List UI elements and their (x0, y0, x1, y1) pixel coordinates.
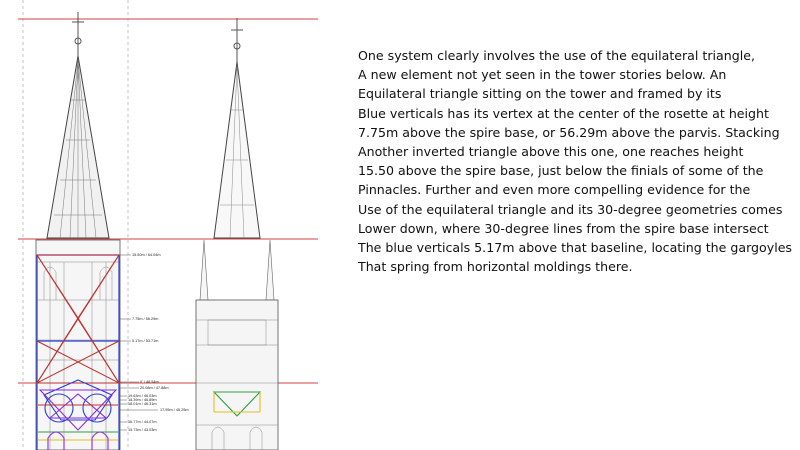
right-tower-body (196, 300, 278, 450)
left-spire (36, 12, 189, 450)
paragraph-line: Pinnacles. Further and even more compelling evidence for the (358, 182, 751, 198)
height-label: 0' / 48.54m (140, 380, 159, 384)
height-label: 15.73m / 43.03m (128, 428, 157, 432)
right-finial-cross (231, 18, 243, 62)
paragraph-line: 7.75m above the spire base, or 56.29m above the parvis. Stacking (358, 124, 780, 140)
height-label: 15.50m / 64.04m (132, 253, 161, 257)
paragraph-line: One system clearly involves the use of the equilateral triangle, (358, 48, 755, 63)
height-label: 19.63m / 46.03m (128, 394, 157, 398)
paragraph-line: Equilateral triangle sitting on the tower and framed by its (358, 86, 722, 102)
height-label: 7.75m / 56.29m (132, 317, 159, 321)
height-label: 18.39m / 46.89m (128, 398, 157, 402)
paragraph-line: Another inverted triangle above this one, one reaches height (358, 144, 744, 160)
paragraph-line: The blue verticals 5.17m above that baseline, locating the gargoyles (358, 240, 792, 256)
right-spire (196, 18, 278, 450)
height-label: 16.77m / 44.07m (128, 420, 157, 424)
height-labels (128, 253, 189, 432)
paragraph-line: A new element not yet seen in the tower stories below. An (358, 67, 727, 83)
paragraph-line: Blue verticals has its vertex at the center of the rosette at height (358, 105, 769, 121)
right-spire-cone (214, 62, 260, 238)
height-label: 20.08m / 47.88m (140, 386, 169, 390)
paragraph-line: Use of the equilateral triangle and its 30-degree geometries comes (358, 201, 783, 217)
paragraph-line: Lower down, where 30-degree lines from the spire base intersect (358, 220, 769, 236)
height-label: 18.01m / 46.31m (128, 402, 157, 406)
paragraph-line: That spring from horizontal moldings there. (358, 259, 633, 275)
height-label: 17.95m / 45.25m (160, 408, 189, 412)
explanatory-paragraph (358, 46, 792, 276)
height-label: 5.17m / 53.71m (132, 339, 159, 343)
spire-elevation-drawing (0, 0, 340, 450)
paragraph-line: 15.50 above the spire base, just below the finials of some of the (358, 163, 764, 179)
right-pinnacles (200, 240, 274, 300)
